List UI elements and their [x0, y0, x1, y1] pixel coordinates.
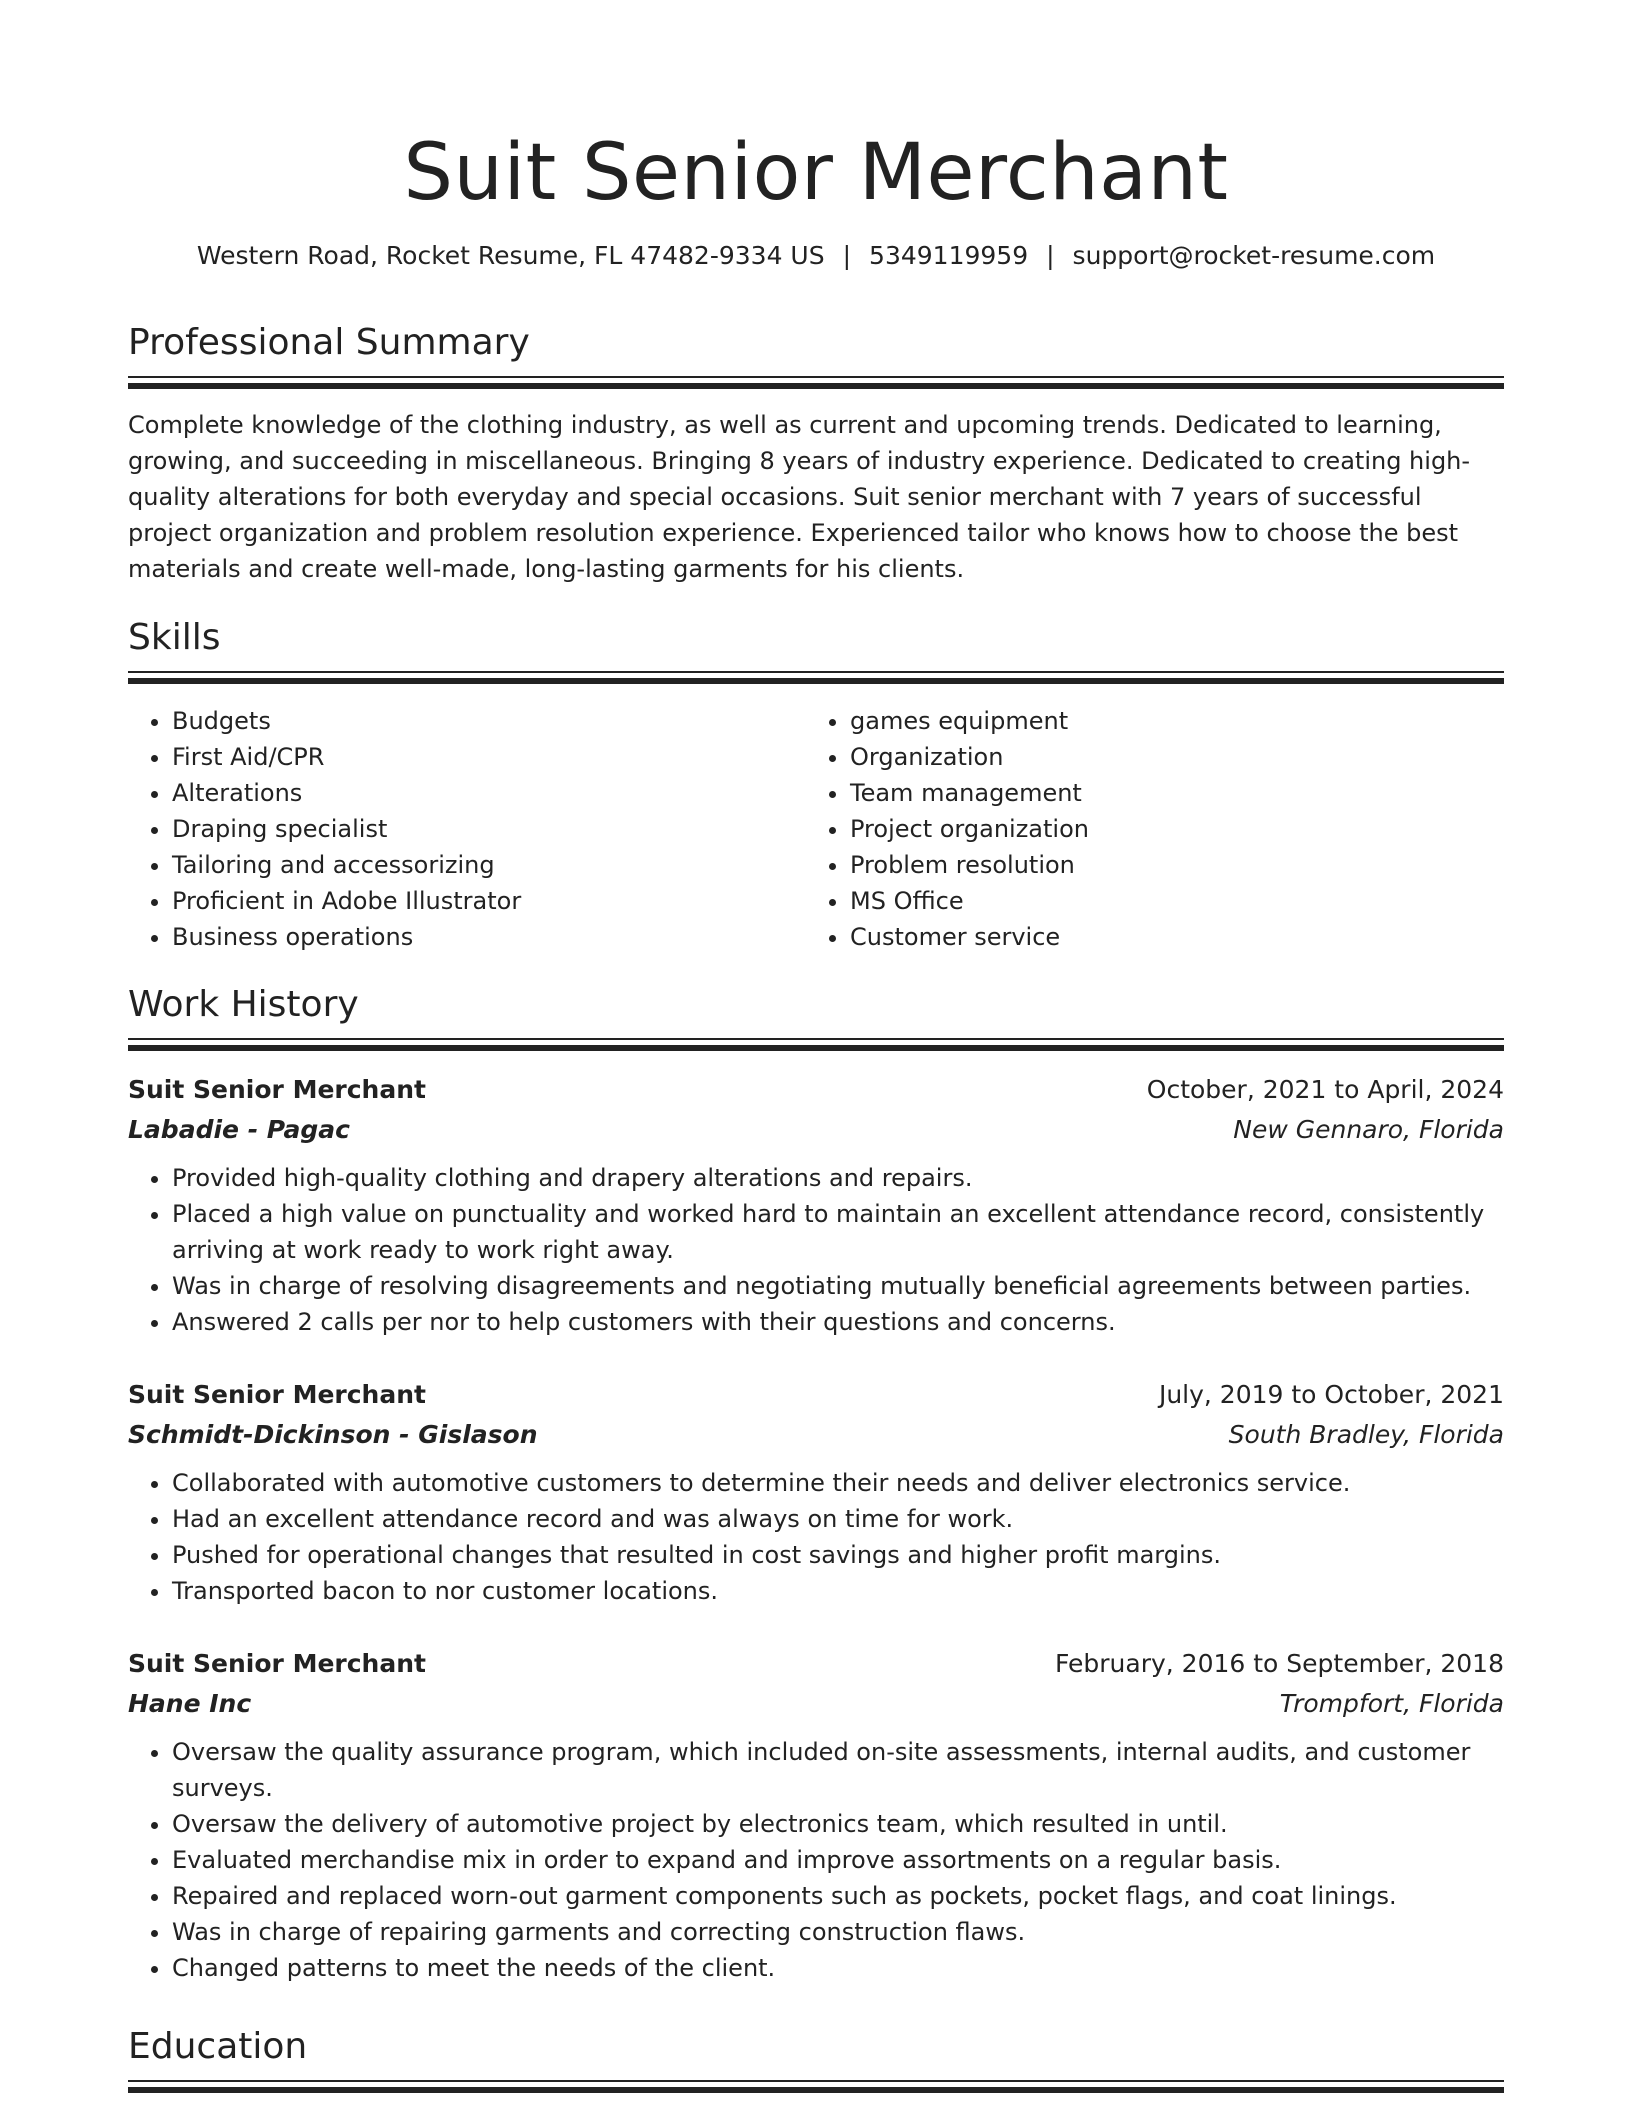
job-bullet: • Answered 2 calls per nor to help customers with their questions and concerns. [172, 1304, 1504, 1340]
job-entry [128, 1375, 1504, 1609]
skill-item: • First Aid/CPR [172, 739, 788, 775]
education-section [128, 2022, 1504, 2094]
job-dates: July, 2019 to October, 2021 [1158, 1380, 1504, 1409]
job-bullet: • Had an excellent attendance record and was always on time for work. [172, 1501, 1504, 1537]
job-header-row [128, 1644, 1504, 1684]
section-title-skills: Skills [128, 617, 221, 658]
skill-item: • Project organization [850, 811, 1466, 847]
job-location: New Gennaro, Florida [1233, 1115, 1504, 1144]
job-company: Hane Inc [128, 1689, 252, 1718]
job-company: Schmidt-Dickinson - Gislason [128, 1420, 538, 1449]
skill-item: • Alterations [172, 775, 788, 811]
job-company: Labadie - Pagac [128, 1115, 350, 1144]
contact-separator: | [1046, 241, 1055, 270]
work-history-section [128, 980, 1504, 1052]
job-bullet: • Placed a high value on punctuality and worked hard to maintain an excellent attendance record, consistently arriving at work ready to work right away. [172, 1196, 1504, 1268]
skill-item: • Tailoring and accessorizing [172, 847, 788, 883]
job-company-row [128, 1415, 1504, 1455]
job-bullet: • Pushed for operational changes that resulted in cost savings and higher profit margins. [172, 1537, 1504, 1573]
skill-item: • games equipment [850, 703, 1466, 739]
job-bullet: • Transported bacon to nor customer locations. [172, 1573, 1504, 1609]
section-title-work-history: Work History [128, 984, 359, 1025]
contact-address: Western Road, Rocket Resume, FL 47482-9334 US [196, 241, 825, 270]
job-location: South Bradley, Florida [1228, 1420, 1504, 1449]
job-header-row [128, 1070, 1504, 1110]
skill-item: • Team management [850, 775, 1466, 811]
summary-text: Complete knowledge of the clothing industry, as well as current and upcoming trends. Dedicated to learning, growing, and succeeding in miscellaneous. Bringing 8 years of industry experience. Dedicated to creating high-quality alterations for both everyday and special occasions. Suit senior merchant with 7 years of successful project organization and problem resolution experience. Experienced tailor who knows how to choose the best materials and create well-made, long-lasting garments for his clients. [128, 411, 1471, 583]
job-company-row [128, 1110, 1504, 1150]
job-bullet: • Provided high-quality clothing and drapery alterations and repairs. [172, 1160, 1504, 1196]
section-divider [128, 1038, 1504, 1052]
section-title-summary: Professional Summary [128, 322, 530, 363]
job-bullets [128, 1465, 1504, 1609]
contact-separator: | [842, 241, 852, 270]
skill-item: • Draping specialist [172, 811, 788, 847]
skill-item: • Business operations [172, 919, 788, 955]
job-title: Suit Senior Merchant [128, 1649, 426, 1678]
job-header-row [128, 1375, 1504, 1415]
job-bullet: • Repaired and replaced worn-out garment components such as pockets, pocket flags, and coat linings. [172, 1878, 1504, 1914]
skill-item: • Problem resolution [850, 847, 1466, 883]
skill-item: • Proficient in Adobe Illustrator [172, 883, 788, 919]
skill-item: • Organization [850, 739, 1466, 775]
skill-item: • MS Office [850, 883, 1466, 919]
contact-phone: 5349119959 [869, 241, 1029, 270]
job-entry [128, 1644, 1504, 1986]
job-bullet: • Oversaw the delivery of automotive project by electronics team, which resulted in until. [172, 1806, 1504, 1842]
job-bullet: • Changed patterns to meet the needs of the client. [172, 1950, 1504, 1986]
job-bullet: • Was in charge of repairing garments and correcting construction flaws. [172, 1914, 1504, 1950]
contact-email[interactable]: support@rocket-resume.com [1072, 241, 1436, 270]
job-company-row [128, 1684, 1504, 1724]
skills-column-right [806, 703, 1466, 955]
job-title: Suit Senior Merchant [128, 1380, 426, 1409]
job-entry [128, 1070, 1504, 1340]
job-title: Suit Senior Merchant [128, 1075, 426, 1104]
job-bullet: • Oversaw the quality assurance program, which included on-site assessments, internal audits, and customer surveys. [172, 1734, 1504, 1806]
job-bullets [128, 1160, 1504, 1340]
section-divider [128, 376, 1504, 390]
section-divider [128, 2080, 1504, 2094]
job-location: Trompfort, Florida [1279, 1689, 1504, 1718]
job-bullets [128, 1734, 1504, 1986]
candidate-name: Suit Senior Merchant [403, 128, 1229, 218]
skills-section [128, 613, 1504, 685]
section-title-education: Education [128, 2026, 308, 2067]
summary-section [128, 318, 1504, 390]
job-dates: February, 2016 to September, 2018 [1055, 1649, 1504, 1678]
job-bullet: • Evaluated merchandise mix in order to expand and improve assortments on a regular basis. [172, 1842, 1504, 1878]
section-divider [128, 671, 1504, 685]
job-dates: October, 2021 to April, 2024 [1146, 1075, 1504, 1104]
skill-item: • Customer service [850, 919, 1466, 955]
job-bullet: • Collaborated with automotive customers to determine their needs and deliver electronics service. [172, 1465, 1504, 1501]
skill-item: • Budgets [172, 703, 788, 739]
contact-line [128, 238, 1504, 274]
skills-column-left [128, 703, 788, 955]
job-bullet: • Was in charge of resolving disagreements and negotiating mutually beneficial agreements between parties. [172, 1268, 1504, 1304]
